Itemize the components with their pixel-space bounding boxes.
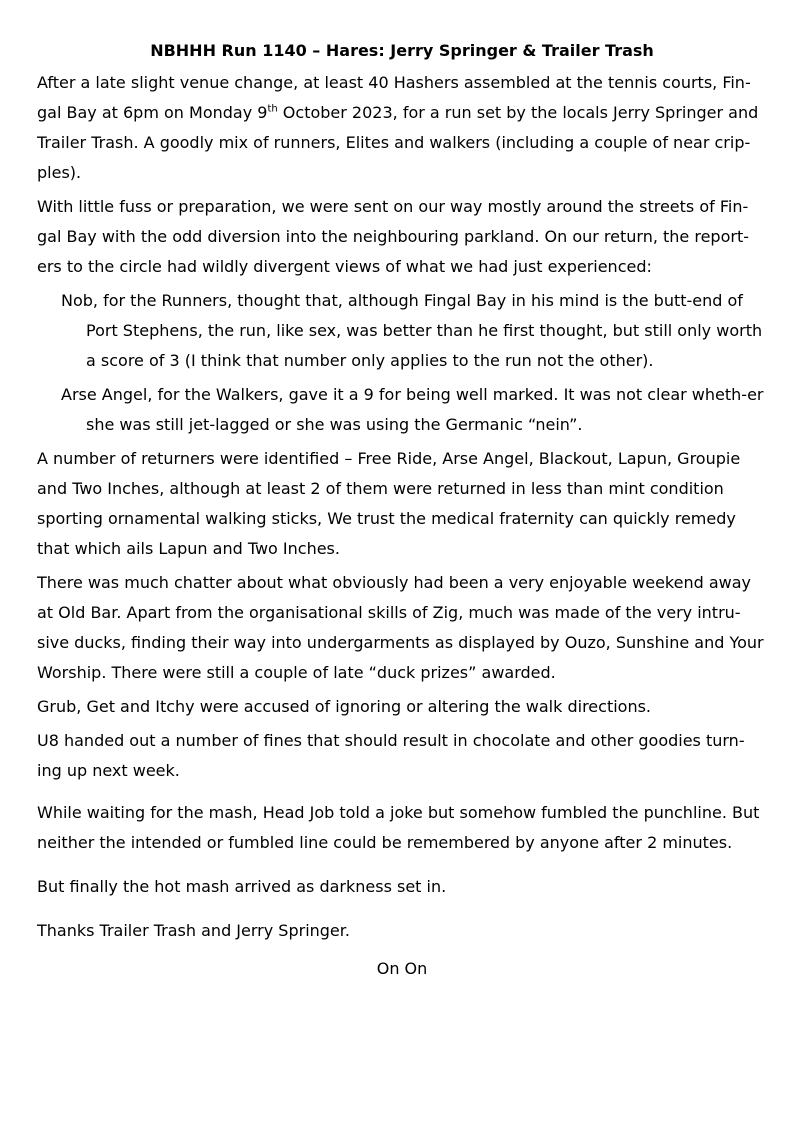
intro-text-start: After a late slight venue change, at least 40 Hashers assembled at the tennis courts, Fin-gal Bay at 6pm on Monday 9	[37, 73, 751, 122]
runners-report: Nob, for the Runners, thought that, although Fingal Bay in his mind is the butt-end of Port Stephens, the run, like sex, was better than he first thought, but still only worth a score of 3 (I think that number only applies to the run not the other).	[61, 291, 763, 370]
sign-off: On On	[376, 959, 428, 978]
paragraph-walk-directions: Grub, Get and Itchy were accused of ignoring or altering the walk directions.	[37, 697, 652, 716]
intro-text-end: October 2023, for a run set by the locals Jerry Springer and Trailer Trash. A goodly mix of runners, Elites and walkers (including a couple of near crip-ples).	[37, 103, 759, 182]
paragraph-run-description: With little fuss or preparation, we were sent on our way mostly around the streets of Fin-gal Bay with the odd diversion into the neighbouring parkland. On our return, the report-ers to the circle had wildly divergent views of what we had just experienced:	[37, 197, 749, 276]
walkers-report: Arse Angel, for the Walkers, gave it a 9 for being well marked. It was not clear wheth-er she was still jet-lagged or she was using the Germanic “nein”.	[61, 385, 764, 434]
paragraph-fines: U8 handed out a number of fines that should result in chocolate and other goodies turn-ing up next week.	[37, 731, 745, 780]
paragraph-mash: But finally the hot mash arrived as darkness set in.	[37, 877, 447, 896]
date-ordinal-suffix: th	[267, 103, 278, 115]
document-title: NBHHH Run 1140 – Hares: Jerry Springer & Trailer Trash	[150, 41, 654, 60]
paragraph-returners: A number of returners were identified – Free Ride, Arse Angel, Blackout, Lapun, Groupie and Two Inches, although at least 2 of them were returned in less than mint condition sporting ornamental walking sticks, We trust the medical fraternity can quickly remedy that which ails Lapun and Two Inches.	[37, 449, 741, 558]
paragraph-weekend-away: There was much chatter about what obviously had been a very enjoyable weekend away at Old Bar. Apart from the organisational skills of Zig, much was made of the very intru-sive ducks, finding their way into undergarments as displayed by Ouzo, Sunshine and Your Worship. There were still a couple of late “duck prizes” awarded.	[37, 573, 764, 682]
paragraph-joke: While waiting for the mash, Head Job told a joke but somehow fumbled the punchline. But neither the intended or fumbled line could be remembered by anyone after 2 minutes.	[37, 803, 760, 852]
paragraph-thanks: Thanks Trailer Trash and Jerry Springer.	[37, 921, 350, 940]
paragraph-intro	[37, 68, 767, 188]
document-page	[37, 38, 767, 984]
